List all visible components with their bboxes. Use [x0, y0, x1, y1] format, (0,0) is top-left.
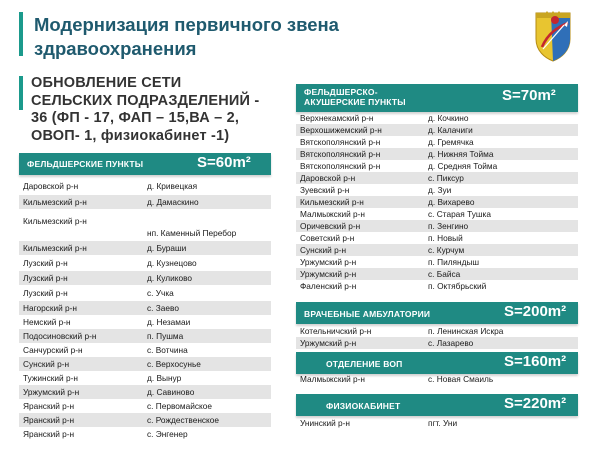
district-cell: Нагорский р-н	[23, 303, 77, 313]
place-cell: д. Вынур	[147, 373, 182, 383]
place-cell: д. Калачиги	[428, 125, 473, 135]
fk-header-label: ФИЗИОКАБИНЕТ	[326, 401, 401, 411]
place-cell: с. Заево	[147, 303, 179, 313]
district-cell: Кильмезский р-н	[23, 216, 87, 226]
place-cell: с. Учка	[147, 288, 174, 298]
district-cell: Вятскополянский р-н	[300, 137, 381, 147]
fk-section-header	[296, 394, 578, 416]
fp-header-area: S=60m²	[197, 154, 251, 171]
place-cell: с. Байса	[428, 269, 461, 279]
district-cell: Даровской р-н	[300, 173, 356, 183]
table-row	[296, 232, 578, 244]
district-cell: Кильмезский р-н	[23, 243, 87, 253]
district-cell: Советский р-н	[300, 233, 355, 243]
kirov-oblast-coat-of-arms-icon	[530, 9, 576, 63]
place-cell: с. Рождественское	[147, 415, 220, 425]
section-subtitle	[31, 75, 286, 145]
fp-header-label: ФЕЛЬДШЕРСКИЕ ПУНКТЫ	[27, 159, 144, 169]
table-row	[296, 373, 578, 385]
table-row	[19, 329, 271, 343]
place-cell: д. Нижняя Тойма	[428, 149, 494, 159]
table-row	[296, 337, 578, 349]
table-row	[19, 385, 271, 399]
district-cell: Оричевский р-н	[300, 221, 361, 231]
table-row	[296, 148, 578, 160]
subtitle-accent-bar	[19, 76, 23, 110]
fk-table	[296, 417, 578, 429]
table-row	[19, 315, 271, 329]
district-cell: Лузский р-н	[23, 288, 68, 298]
district-cell: Уржумский р-н	[300, 269, 357, 279]
district-cell: Лузский р-н	[23, 258, 68, 268]
page-title: Модернизация первичного звена здравоохранения	[34, 14, 339, 59]
va-table	[296, 325, 578, 349]
district-cell: Сунский р-н	[300, 245, 347, 255]
table-row	[296, 124, 578, 136]
table-row	[296, 112, 578, 124]
district-cell: Сунский р-н	[23, 359, 70, 369]
subtitle-line-4: ОВОП- 1, физиокабинет -1)	[31, 127, 230, 144]
ovop-table	[296, 373, 578, 385]
district-cell: Верхошижемский р-н	[300, 125, 382, 135]
table-row	[296, 325, 578, 337]
place-cell: д. Кривецкая	[147, 181, 198, 191]
fk-header-area: S=220m²	[504, 395, 567, 412]
district-cell: Унинский р-н	[300, 418, 351, 428]
subtitle-line-3: 36 (ФП - 17, ФАП – 15,ВА – 2,	[31, 110, 240, 126]
table-row	[19, 301, 271, 315]
place-cell: д. Средняя Тойма	[428, 161, 498, 171]
table-row	[19, 427, 271, 441]
fap-section-header	[296, 84, 578, 112]
place-cell: нп. Каменный Перебор	[147, 228, 237, 238]
table-row	[296, 417, 578, 429]
place-cell: д. Куликово	[147, 273, 192, 283]
table-row	[19, 271, 271, 285]
table-row	[19, 195, 271, 209]
district-cell: Санчурский р-н	[23, 345, 83, 355]
fp-table	[19, 178, 271, 441]
district-cell: Кильмезский р-н	[23, 197, 87, 207]
table-row	[19, 343, 271, 357]
table-row	[19, 357, 271, 371]
district-cell: Яранский р-н	[23, 401, 75, 411]
place-cell: д. Кузнецово	[147, 258, 197, 268]
place-cell: д. Дамаскино	[147, 197, 199, 207]
table-row	[296, 172, 578, 184]
place-cell: с. Энгенер	[147, 429, 188, 439]
place-cell: п. Зенгино	[428, 221, 469, 231]
table-row	[19, 413, 271, 427]
district-cell: Вятскополянский р-н	[300, 149, 381, 159]
district-cell: Немский р-н	[23, 317, 71, 327]
district-cell: Малмыжский р-н	[300, 374, 365, 384]
place-cell: д. Зуи	[428, 185, 452, 195]
subtitle-line-2: СЕЛЬСКИХ ПОДРАЗДЕЛЕНИЙ -	[31, 92, 260, 109]
ovop-header-area: S=160m²	[504, 353, 567, 370]
place-cell: д. Савиново	[147, 387, 195, 397]
district-cell: Яранский р-н	[23, 429, 75, 439]
va-header-label: ВРАЧЕБНЫЕ АМБУЛАТОРИИ	[304, 309, 431, 319]
place-cell: п. Пушма	[147, 331, 184, 341]
district-cell: Подосиновский р-н	[23, 331, 97, 341]
fap-header-line-2: АКУШЕРСКИЕ ПУНКТЫ	[304, 97, 406, 107]
table-row	[19, 209, 271, 241]
district-cell: Тужинский р-н	[23, 373, 78, 383]
place-cell: пгт. Уни	[428, 418, 458, 428]
fap-table	[296, 112, 578, 292]
district-cell: Лузский р-н	[23, 273, 68, 283]
district-cell: Уржумский р-н	[23, 387, 80, 397]
district-cell: Вятскополянский р-н	[300, 161, 381, 171]
table-row	[19, 241, 271, 255]
place-cell: с. Новая Смаиль	[428, 374, 494, 384]
table-row	[296, 196, 578, 208]
fap-header-label	[304, 87, 406, 107]
subtitle-line-1: ОБНОВЛЕНИЕ СЕТИ	[31, 75, 182, 91]
district-cell: Зуевский р-н	[300, 185, 350, 195]
place-cell: д. Бураши	[147, 243, 187, 253]
table-row	[19, 371, 271, 385]
place-cell: д. Вихарево	[428, 197, 475, 207]
table-row	[296, 136, 578, 148]
place-cell: д. Кочкино	[428, 113, 469, 123]
place-cell: п. Пиляндыш	[428, 257, 480, 267]
va-section-header	[296, 302, 578, 324]
table-row	[296, 256, 578, 268]
table-row	[296, 184, 578, 196]
district-cell: Яранский р-н	[23, 415, 75, 425]
table-row	[296, 280, 578, 292]
place-cell: с. Лазарево	[428, 338, 474, 348]
place-cell: п. Новый	[428, 233, 463, 243]
table-row	[296, 208, 578, 220]
place-cell: с. Верхосунье	[147, 359, 201, 369]
district-cell: Уржумский р-н	[300, 257, 357, 267]
place-cell: с. Курчум	[428, 245, 465, 255]
district-cell: Фаленский р-н	[300, 281, 357, 291]
district-cell: Котельничский р-н	[300, 326, 372, 336]
ovop-header-label: ОТДЕЛЕНИЕ ВОП	[326, 359, 403, 369]
table-row	[296, 220, 578, 232]
place-cell: с. Пиксур	[428, 173, 464, 183]
place-cell: п. Октябрьский	[428, 281, 487, 291]
place-cell: д. Гремячка	[428, 137, 474, 147]
district-cell: Кильмезский р-н	[300, 197, 364, 207]
title-accent-bar	[19, 12, 23, 56]
place-cell: с. Вотчина	[147, 345, 188, 355]
place-cell: п. Ленинская Искра	[428, 326, 504, 336]
district-cell: Малмыжский р-н	[300, 209, 365, 219]
ovop-section-header	[296, 352, 578, 374]
va-header-area: S=200m²	[504, 303, 567, 320]
district-cell: Уржумский р-н	[300, 338, 357, 348]
place-cell: с. Первомайское	[147, 401, 212, 411]
place-cell: с. Старая Тушка	[428, 209, 491, 219]
place-cell: д. Незамаи	[147, 317, 191, 327]
table-row	[296, 268, 578, 280]
fap-header-line-1: ФЕЛЬДШЕРСКО-	[304, 87, 378, 97]
fp-section-header	[19, 153, 271, 175]
table-row	[19, 285, 271, 301]
table-row	[296, 160, 578, 172]
table-row	[19, 178, 271, 195]
table-row	[19, 255, 271, 271]
district-cell: Верхнекамский р-н	[300, 113, 374, 123]
district-cell: Даровской р-н	[23, 181, 79, 191]
table-row	[296, 244, 578, 256]
table-row	[19, 399, 271, 413]
fap-header-area: S=70m²	[502, 87, 556, 104]
